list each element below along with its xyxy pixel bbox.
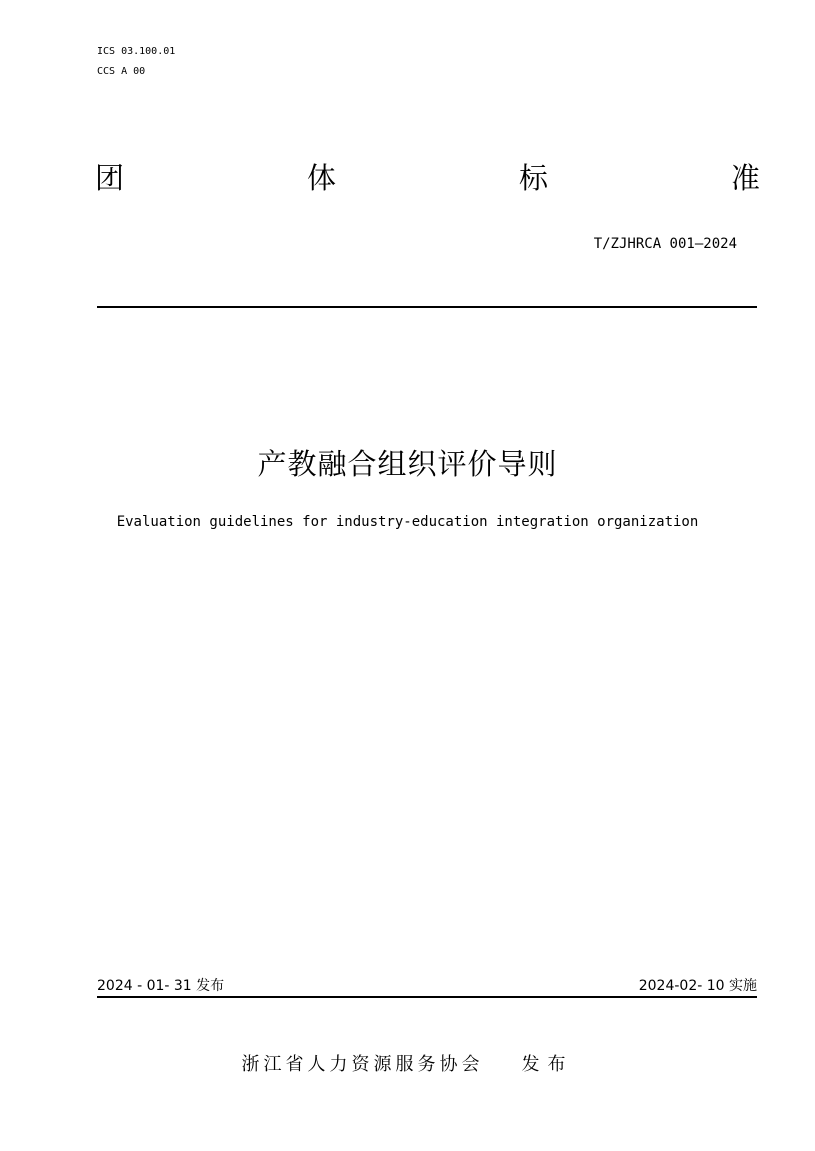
ics-code: ICS 03.100.01: [97, 46, 176, 57]
document-title-chinese: 产教融合组织评价导则: [257, 447, 558, 481]
date-row: [97, 976, 757, 996]
bottom-divider: [97, 996, 757, 998]
issuer-name: 浙江省人力资源服务协会: [241, 1054, 484, 1075]
implementation-date: 2024-02- 10 实施: [638, 978, 757, 994]
top-divider: [97, 306, 757, 308]
ccs-code: CCS A 00: [97, 66, 146, 77]
standard-type-char-2: 体: [306, 161, 336, 195]
standard-type-char-3: 标: [518, 161, 548, 195]
standard-number: T/ZJHRCA 001—2024: [593, 236, 737, 252]
document-title-english: Evaluation guidelines for industry-education integration organization: [116, 514, 699, 530]
issuer-suffix: 发布: [521, 1054, 574, 1075]
classification-codes: [97, 42, 175, 82]
release-date: 2024 - 01- 31 发布: [97, 978, 225, 994]
standard-type-char-1: 团: [95, 161, 125, 195]
standard-type-heading: [95, 158, 760, 198]
standard-type-char-4: 准: [730, 161, 760, 195]
issuer: [0, 1050, 815, 1076]
